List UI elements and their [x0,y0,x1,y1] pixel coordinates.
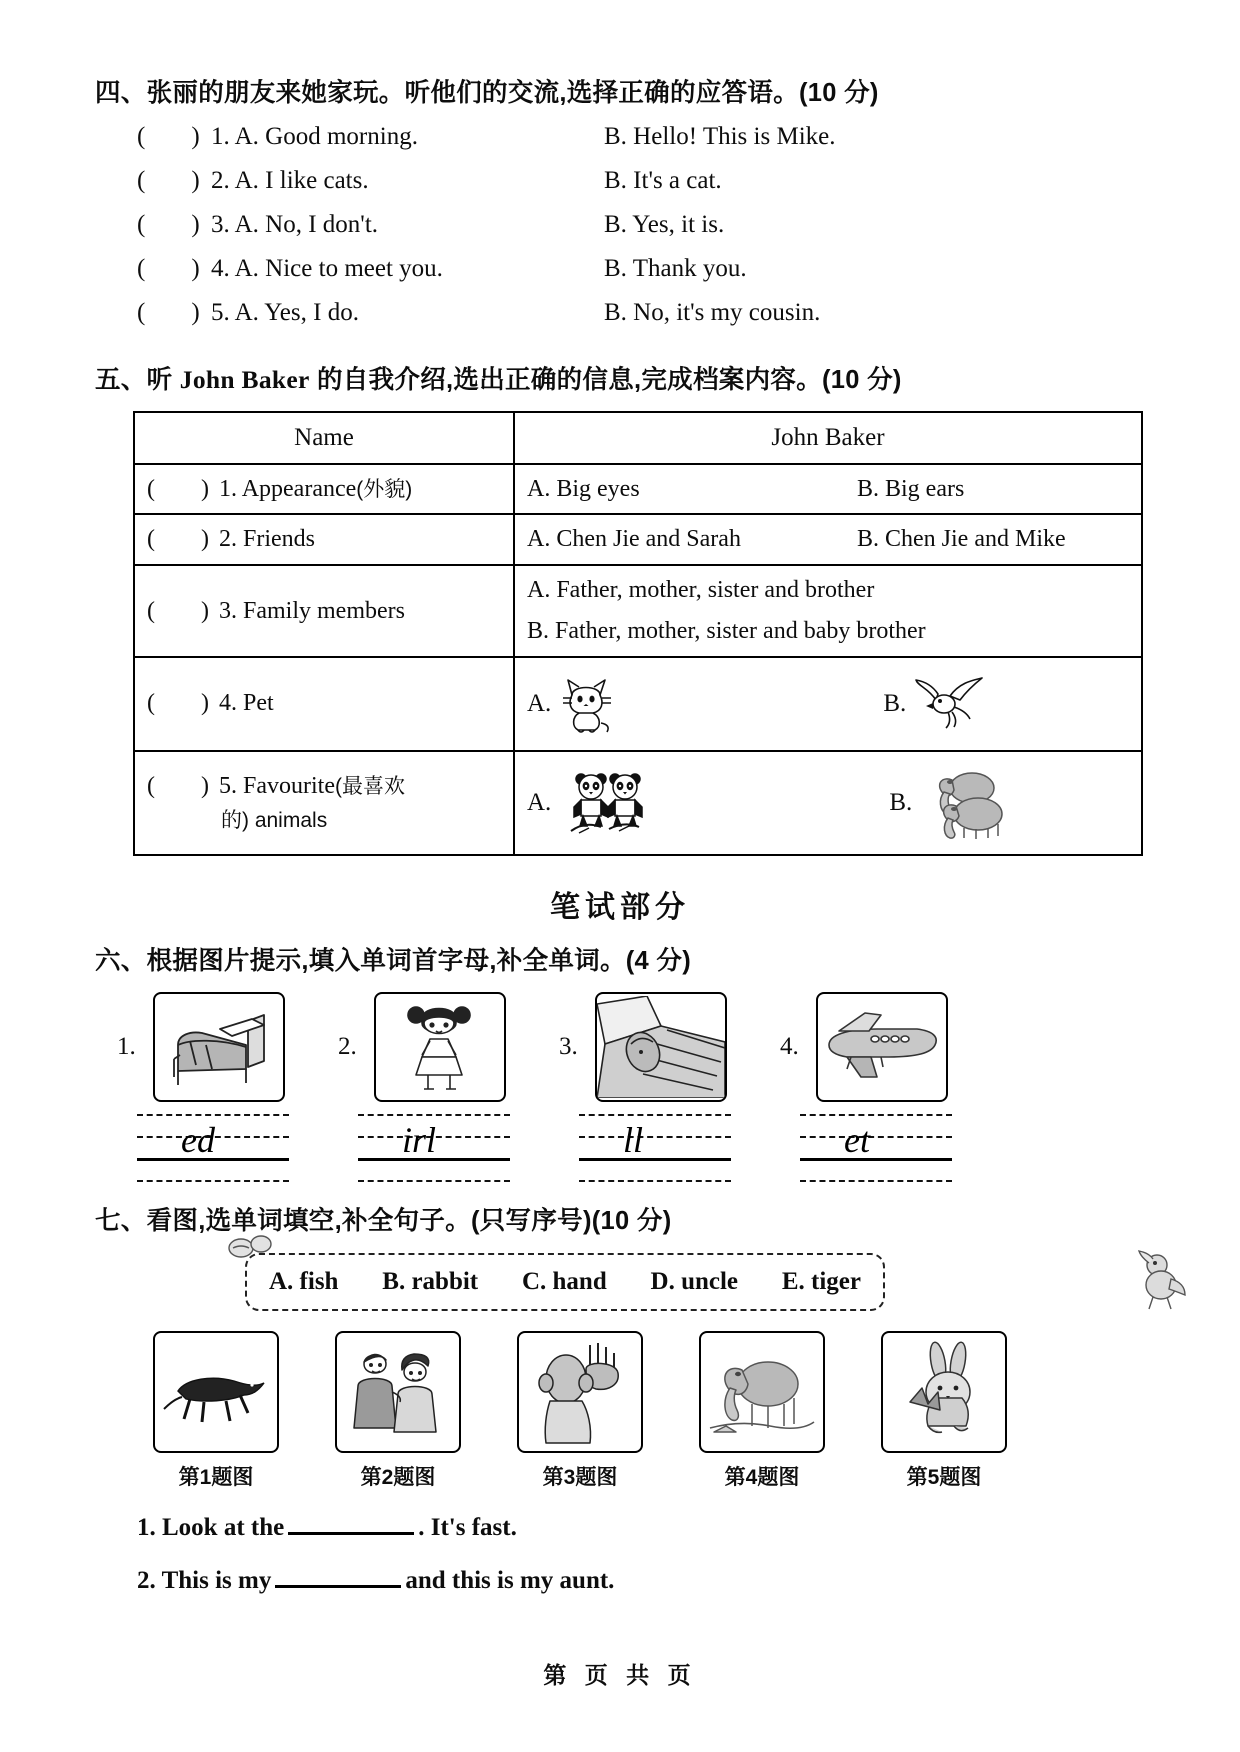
picture-item [559,992,780,1102]
section-7-sentence-1 [137,1513,1145,1542]
writing-line-item [780,1112,1001,1184]
strip-caption: 第2题图 [360,1466,436,1490]
choice-row [137,168,1145,212]
answer-parenthesis[interactable]: ( ) [137,254,200,282]
choice-row [137,212,1145,256]
row-options-appearance [514,464,1142,515]
choice-option-b: B. Yes, it is. [604,210,725,238]
picture-item [780,992,1001,1102]
choice-option-b: B. Hello! This is Mike. [604,122,836,150]
row-label-friends: ( ) 2. Friends [134,514,514,565]
pandas-picture [559,767,651,839]
sentence-number: 1. [137,1514,156,1542]
section-4-heading: 四、张丽的朋友来她家玩。听他们的交流,选择正确的应答语。(10 分) [95,79,879,107]
item-number: 1. [117,1032,136,1060]
strip-caption: 第1题图 [178,1466,254,1490]
doll-picture [595,992,727,1102]
strip-item [307,1331,489,1491]
option-a[interactable]: A. Big eyes [527,475,640,502]
leaves-decoration-icon [227,1233,281,1263]
bird-decoration-icon [1131,1249,1191,1313]
page-footer: 第 页 共 页 [543,1662,697,1688]
bed-picture [153,992,285,1102]
sentence-text-post: . It's fast. [418,1514,517,1542]
option-a[interactable]: A. Chen Jie and Sarah [527,526,741,553]
row-options-pet [514,657,1142,751]
cat-picture [559,673,615,735]
word-bank-option-a[interactable]: A. fish [269,1268,339,1296]
section-6-picture-row [117,992,1145,1102]
answer-parenthesis[interactable]: ( ) [147,475,209,502]
table-header-row [134,412,1142,464]
section-6-heading: 六、根据图片提示,填入单词首字母,补全单词。(4 分) [95,946,692,975]
answer-parenthesis[interactable]: ( ) [147,597,209,624]
writing-line-item [559,1112,780,1184]
four-line-guide[interactable] [137,1112,289,1184]
strip-item [671,1331,853,1491]
bird-picture [914,676,984,732]
table-row [134,464,1142,515]
header-john-baker: John Baker [514,412,1142,464]
answer-parenthesis[interactable]: ( ) [137,210,200,238]
option-b[interactable]: B. Chen Jie and Mike [857,526,1066,553]
answer-blank[interactable] [288,1513,414,1535]
option-b-label[interactable]: B. [883,689,907,717]
word-bank-option-c[interactable]: C. hand [521,1268,607,1296]
rabbit-picture [881,1331,1007,1453]
table-row [134,657,1142,751]
option-b-label[interactable]: B. [889,788,913,816]
answer-parenthesis[interactable]: ( ) [147,526,209,553]
handwritten-answer: irl [402,1119,437,1160]
sentence-text-pre: This is my [161,1567,272,1595]
four-line-guide[interactable] [800,1112,952,1184]
table-row [134,514,1142,565]
choice-num-and-option-a: 5. A. Yes, I do. [211,298,359,326]
word-bank-option-d[interactable]: D. uncle [650,1268,739,1296]
word-bank-option-e[interactable]: E. tiger [781,1268,861,1296]
item-number: 2. [338,1032,357,1060]
section-5-heading: 五、听 John Baker 的自我介绍,选出正确的信息,完成档案内容。(10 分) [95,364,902,394]
header-name: Name [134,412,514,464]
option-a[interactable]: A. Father, mother, sister and brother [527,577,875,604]
row-options-favourite-animals [514,751,1142,855]
jet-picture [816,992,948,1102]
sentence-text-pre: Look at the [162,1514,285,1542]
strip-item [853,1331,1035,1491]
strip-caption: 第5题图 [906,1466,982,1490]
word-bank [245,1253,885,1311]
word-bank-wrapper [245,1253,1145,1311]
row-label-appearance: ( ) 1. Appearance(外貌) [134,464,514,515]
written-part-title: 笔试部分 [550,890,690,924]
option-b[interactable]: B. Father, mother, sister and baby brother [527,617,926,644]
choice-num-and-option-a: 2. A. I like cats. [211,166,369,194]
girl-picture [374,992,506,1102]
john-baker-profile-table [133,411,1143,856]
elephant-picture [699,1331,825,1453]
option-b[interactable]: B. Big ears [857,475,965,502]
option-a-label[interactable]: A. [527,689,552,717]
picture-item [117,992,338,1102]
answer-blank[interactable] [275,1566,401,1588]
answer-parenthesis[interactable]: ( ) [137,122,200,150]
item-number: 3. [559,1032,578,1060]
hand-picture [517,1331,643,1453]
answer-parenthesis[interactable]: ( ) [147,772,209,799]
choice-option-b: B. Thank you. [604,254,747,282]
four-line-guide[interactable] [579,1112,731,1184]
row-label-line-2: 的) animals [221,808,328,832]
row-options-family-members [514,565,1142,656]
row-label-pet: ( ) 4. Pet [134,657,514,751]
handwritten-answer: ed [181,1119,215,1160]
elephants-picture [920,766,1016,840]
choice-num-and-option-a: 4. A. Nice to meet you. [211,254,443,282]
section-7-picture-strip [125,1331,1145,1491]
uncle-and-aunt-picture [335,1331,461,1453]
choice-row [137,256,1145,300]
choice-num-and-option-a: 1. A. Good morning. [211,122,418,150]
choice-row [137,124,1145,168]
row-label-family-members: ( ) 3. Family members [134,565,514,656]
section-4-choice-list [137,124,1145,344]
strip-caption: 第3题图 [542,1466,618,1490]
choice-num-and-option-a: 3. A. No, I don't. [211,210,379,238]
handwritten-answer: ll [623,1119,644,1160]
answer-parenthesis[interactable]: ( ) [137,166,200,194]
section-7-sentence-2 [137,1566,1145,1595]
writing-line-item [338,1112,559,1184]
strip-item [125,1331,307,1491]
choice-option-b: B. It's a cat. [604,166,722,194]
table-row [134,751,1142,855]
four-line-guide[interactable] [358,1112,510,1184]
word-bank-option-b[interactable]: B. rabbit [382,1268,479,1296]
choice-row [137,300,1145,344]
table-row [134,565,1142,656]
answer-parenthesis[interactable]: ( ) [147,690,209,717]
section-7-heading: 七、看图,选单词填空,补全句子。(只写序号)(10 分) [95,1206,672,1235]
section-6-writing-lines [117,1112,1145,1184]
handwritten-answer: et [844,1119,870,1160]
answer-parenthesis[interactable]: ( ) [137,298,200,326]
option-a-label[interactable]: A. [527,788,552,816]
row-label-favourite-animals: ( ) 5. Favourite(最喜欢 的) animals [134,751,514,855]
writing-line-item [117,1112,338,1184]
strip-item [489,1331,671,1491]
row-options-friends [514,514,1142,565]
item-number: 4. [780,1032,799,1060]
choice-option-b: B. No, it's my cousin. [604,298,821,326]
sentence-number: 2. [137,1567,156,1595]
tiger-picture [153,1331,279,1453]
strip-caption: 第4题图 [724,1466,800,1490]
sentence-text-post: and this is my aunt. [405,1567,615,1595]
picture-item [338,992,559,1102]
